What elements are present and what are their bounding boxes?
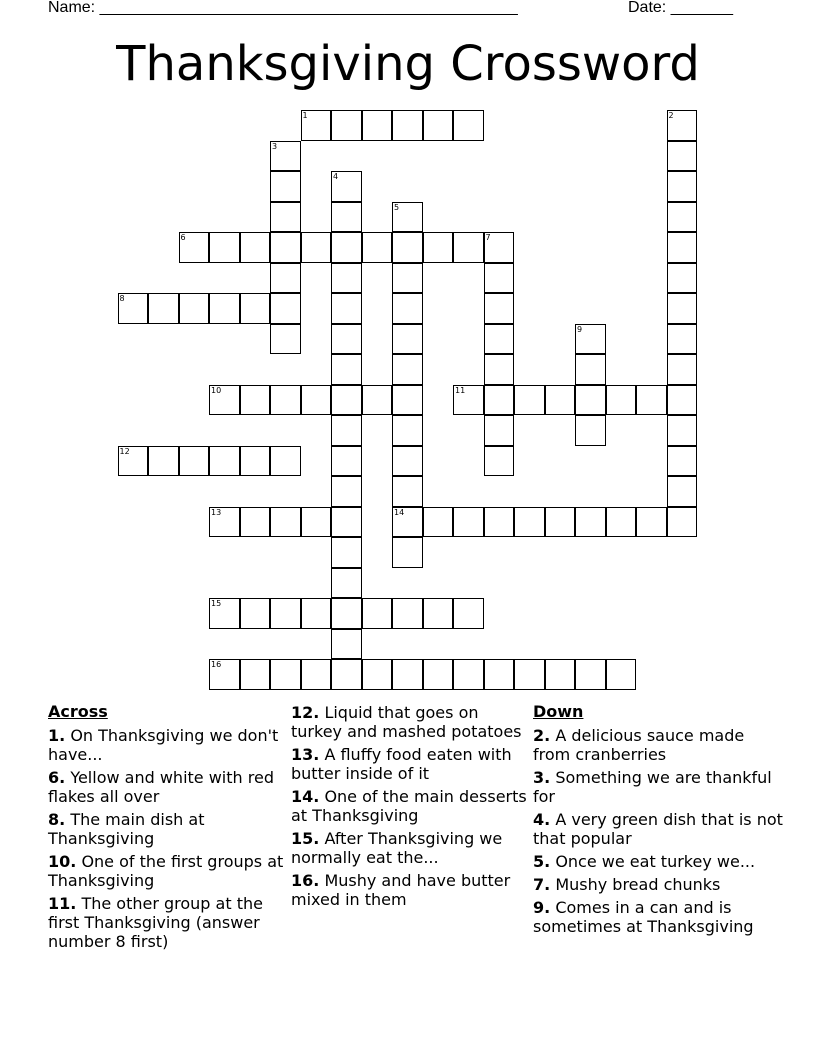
grid-cell[interactable] (148, 446, 179, 477)
clue-across-16: 16. Mushy and have butter mixed in them (291, 871, 511, 909)
grid-cell[interactable] (240, 598, 271, 629)
clue-down-9: 9. Comes in a can and is sometimes at Thanksgiving (533, 898, 754, 936)
grid-cell[interactable] (575, 354, 606, 385)
grid-cell[interactable] (636, 385, 667, 416)
cell-number: 4 (333, 172, 339, 181)
clue-across-14: 14. One of the main desserts at Thanksgiving (291, 787, 527, 825)
grid-cell[interactable] (484, 324, 515, 355)
clue-down-4: 4. A very green dish that is not that popular (533, 810, 783, 848)
grid-cell[interactable] (362, 110, 393, 141)
grid-cell[interactable] (514, 507, 545, 538)
grid-cell[interactable] (392, 446, 423, 477)
grid-cell[interactable] (392, 110, 423, 141)
grid-cell[interactable] (392, 598, 423, 629)
grid-cell[interactable] (270, 507, 301, 538)
grid-cell[interactable] (240, 446, 271, 477)
grid-cell[interactable] (331, 476, 362, 507)
grid-cell[interactable] (270, 324, 301, 355)
grid-cell[interactable] (484, 385, 515, 416)
grid-cell[interactable] (270, 232, 301, 263)
grid-cell[interactable] (484, 263, 515, 294)
grid-cell[interactable] (392, 324, 423, 355)
grid-cell[interactable] (667, 476, 698, 507)
grid-cell[interactable] (392, 415, 423, 446)
grid-cell[interactable] (392, 354, 423, 385)
grid-cell[interactable] (667, 263, 698, 294)
grid-cell[interactable] (240, 232, 271, 263)
grid-cell[interactable] (545, 385, 576, 416)
grid-cell[interactable] (179, 293, 210, 324)
grid-cell[interactable] (270, 385, 301, 416)
grid-cell[interactable] (392, 293, 423, 324)
grid-cell[interactable] (667, 415, 698, 446)
cell-number: 2 (668, 111, 674, 120)
grid-cell[interactable] (545, 659, 576, 690)
grid-cell[interactable] (453, 507, 484, 538)
grid-cell[interactable] (423, 659, 454, 690)
grid-cell[interactable] (331, 568, 362, 599)
grid-cell[interactable] (484, 507, 515, 538)
clue-across-10: 10. One of the first groups at Thanksgiving (48, 852, 284, 890)
grid-cell[interactable] (606, 385, 637, 416)
cell-number: 9 (577, 324, 583, 334)
grid-cell[interactable] (453, 110, 484, 141)
grid-cell[interactable] (392, 202, 423, 233)
grid-cell[interactable] (331, 202, 362, 233)
grid-cell[interactable] (453, 598, 484, 629)
cell-number: 12 (119, 446, 130, 456)
grid-cell[interactable] (270, 293, 301, 324)
cell-number: 8 (119, 294, 125, 303)
grid-cell[interactable] (209, 232, 240, 263)
grid-cell[interactable] (331, 507, 362, 538)
cell-number: 1 (302, 111, 308, 120)
grid-cell[interactable] (331, 324, 362, 355)
clue-across-11: 11. The other group at the first Thanksgiving (answer number 8 first) (48, 894, 263, 951)
across-clues-continued (291, 703, 531, 913)
grid-cell[interactable] (331, 446, 362, 477)
grid-cell[interactable] (270, 141, 301, 172)
grid-cell[interactable] (575, 659, 606, 690)
clue-down-2: 2. A delicious sauce made from cranberries (533, 726, 745, 764)
grid-cell[interactable] (270, 171, 301, 202)
grid-cell[interactable] (270, 263, 301, 294)
grid-cell[interactable] (209, 385, 240, 416)
grid-cell[interactable] (667, 110, 698, 141)
grid-cell[interactable] (484, 232, 515, 263)
grid-cell[interactable] (545, 507, 576, 538)
grid-cell[interactable] (392, 507, 423, 538)
grid-cell[interactable] (240, 293, 271, 324)
cell-number: 10 (211, 385, 222, 395)
grid-cell[interactable] (453, 659, 484, 690)
clue-across-6: 6. Yellow and white with red flakes all over (48, 768, 274, 806)
grid-cell[interactable] (331, 415, 362, 446)
grid-cell[interactable] (240, 385, 271, 416)
grid-cell[interactable] (423, 598, 454, 629)
grid-cell[interactable] (484, 415, 515, 446)
grid-cell[interactable] (270, 659, 301, 690)
date-field[interactable]: Date: _______ (628, 0, 733, 16)
grid-cell[interactable] (331, 293, 362, 324)
grid-cell[interactable] (301, 110, 332, 141)
grid-cell[interactable] (392, 476, 423, 507)
grid-cell[interactable] (331, 385, 362, 416)
grid-cell[interactable] (240, 659, 271, 690)
grid-cell[interactable] (484, 659, 515, 690)
across-heading: Across (48, 702, 108, 721)
grid-cell[interactable] (362, 659, 393, 690)
grid-cell[interactable] (301, 507, 332, 538)
grid-cell[interactable] (392, 232, 423, 263)
grid-cell[interactable] (667, 171, 698, 202)
clue-across-12: 12. Liquid that goes on turkey and mashed potatoes (291, 703, 522, 741)
grid-cell[interactable] (667, 293, 698, 324)
clue-down-3: 3. Something we are thankful for (533, 768, 772, 806)
grid-cell[interactable] (667, 507, 698, 538)
grid-cell[interactable] (575, 385, 606, 416)
grid-cell[interactable] (484, 446, 515, 477)
grid-cell[interactable] (331, 171, 362, 202)
cell-number: 3 (272, 141, 278, 151)
grid-cell[interactable] (392, 659, 423, 690)
grid-cell[interactable] (453, 232, 484, 263)
cell-number: 13 (211, 507, 222, 517)
clue-across-8: 8. The main dish at Thanksgiving (48, 810, 205, 848)
grid-cell[interactable] (392, 263, 423, 294)
down-heading: Down (533, 702, 584, 721)
grid-cell[interactable] (331, 629, 362, 660)
clue-across-15: 15. After Thanksgiving we normally eat the... (291, 829, 503, 867)
grid-cell[interactable] (423, 507, 454, 538)
grid-cell[interactable] (331, 354, 362, 385)
grid-cell[interactable] (179, 232, 210, 263)
cell-number: 6 (180, 233, 186, 242)
cell-number: 7 (485, 233, 491, 242)
grid-cell[interactable] (575, 324, 606, 355)
clue-down-7: 7. Mushy bread chunks (533, 875, 721, 894)
grid-cell[interactable] (209, 598, 240, 629)
grid-cell[interactable] (209, 293, 240, 324)
grid-cell[interactable] (331, 537, 362, 568)
grid-cell[interactable] (240, 507, 271, 538)
grid-cell[interactable] (514, 659, 545, 690)
grid-cell[interactable] (667, 354, 698, 385)
grid-cell[interactable] (331, 659, 362, 690)
cell-number: 15 (211, 599, 222, 608)
grid-cell[interactable] (667, 141, 698, 172)
grid-cell[interactable] (209, 446, 240, 477)
cell-number: 11 (455, 385, 466, 395)
grid-cell[interactable] (270, 446, 301, 477)
grid-cell[interactable] (606, 659, 637, 690)
grid-cell[interactable] (118, 293, 149, 324)
grid-cell[interactable] (209, 659, 240, 690)
cell-number: 16 (211, 660, 222, 669)
grid-cell[interactable] (453, 385, 484, 416)
clue-across-13: 13. A fluffy food eaten with butter inside of it (291, 745, 512, 783)
grid-cell[interactable] (392, 385, 423, 416)
grid-cell[interactable] (301, 598, 332, 629)
grid-cell[interactable] (301, 232, 332, 263)
grid-cell[interactable] (667, 232, 698, 263)
grid-cell[interactable] (667, 446, 698, 477)
grid-cell[interactable] (575, 415, 606, 446)
down-clues (533, 702, 783, 940)
cell-number: 5 (394, 202, 400, 212)
grid-cell[interactable] (606, 507, 637, 538)
grid-cell[interactable] (118, 446, 149, 477)
grid-cell[interactable] (148, 293, 179, 324)
grid-cell[interactable] (362, 598, 393, 629)
grid-cell[interactable] (667, 202, 698, 233)
clue-down-5: 5. Once we eat turkey we... (533, 852, 756, 871)
grid-cell[interactable] (209, 507, 240, 538)
grid-cell[interactable] (392, 537, 423, 568)
grid-cell[interactable] (301, 385, 332, 416)
grid-cell[interactable] (331, 232, 362, 263)
grid-cell[interactable] (270, 598, 301, 629)
across-clues (48, 702, 288, 955)
grid-cell[interactable] (362, 385, 393, 416)
clue-across-1: 1. On Thanksgiving we don't have... (48, 726, 279, 764)
grid-cell[interactable] (362, 232, 393, 263)
grid-cell[interactable] (423, 110, 454, 141)
grid-cell[interactable] (423, 232, 454, 263)
grid-cell[interactable] (575, 507, 606, 538)
grid-cell[interactable] (270, 202, 301, 233)
grid-cell[interactable] (179, 446, 210, 477)
grid-cell[interactable] (667, 324, 698, 355)
grid-cell[interactable] (484, 354, 515, 385)
grid-cell[interactable] (331, 263, 362, 294)
name-field[interactable]: Name: _______________________________________________ (48, 0, 518, 16)
cell-number: 14 (394, 507, 405, 517)
grid-cell[interactable] (514, 385, 545, 416)
grid-cell[interactable] (484, 293, 515, 324)
grid-cell[interactable] (331, 598, 362, 629)
grid-cell[interactable] (301, 659, 332, 690)
grid-cell[interactable] (331, 110, 362, 141)
grid-cell[interactable] (636, 507, 667, 538)
grid-cell[interactable] (667, 385, 698, 416)
page-title: Thanksgiving Crossword (116, 36, 700, 92)
